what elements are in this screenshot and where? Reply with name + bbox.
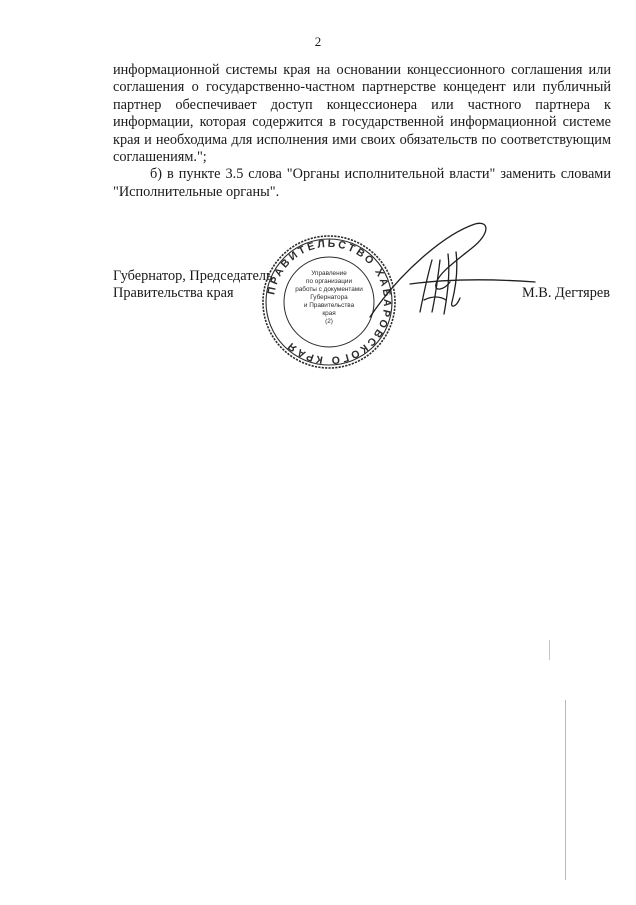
signatory-name: М.В. Дегтярев: [522, 285, 610, 301]
handwritten-signature: [340, 212, 540, 327]
document-body: [113, 62, 611, 201]
seal-inner-line: и Правительства: [303, 302, 355, 309]
signatory-position-line-1: Губернатор, Председатель: [113, 268, 273, 284]
seal-inner-line: Управление: [311, 270, 347, 277]
seal-outer-text: ПРАВИТЕЛЬСТВО ХАБАРОВСКОГО КРАЯ: [265, 237, 394, 367]
paragraph-continued: информационной системы края на основании концессионного соглашения или соглашения о государственно-частном партнерстве концедент или публичный партнер обеспечивает доступ концессионера или частного партнера к информации, которая содержится в государственной информационной системе края и необходима для исполнения ими своих обязательств по соответствующим соглашениям.";: [113, 62, 611, 166]
seal-inner-line: Губернатора: [310, 294, 348, 301]
paragraph-b: б) в пункте 3.5 слова "Органы исполнительной власти" заменить словами "Исполнительные органы".: [113, 166, 611, 200]
seal-inner-line: (2): [325, 318, 333, 325]
signatory-position-line-2: Правительства края: [113, 285, 234, 301]
seal-inner-line: по организации: [305, 278, 353, 285]
scan-artifact-line: [549, 640, 550, 660]
signatory-position: [113, 268, 272, 302]
seal-inner-line: края: [322, 310, 336, 317]
page-number: 2: [314, 34, 322, 49]
seal-inner-line: работы с документами: [295, 286, 363, 293]
scan-artifact-line: [565, 700, 566, 880]
